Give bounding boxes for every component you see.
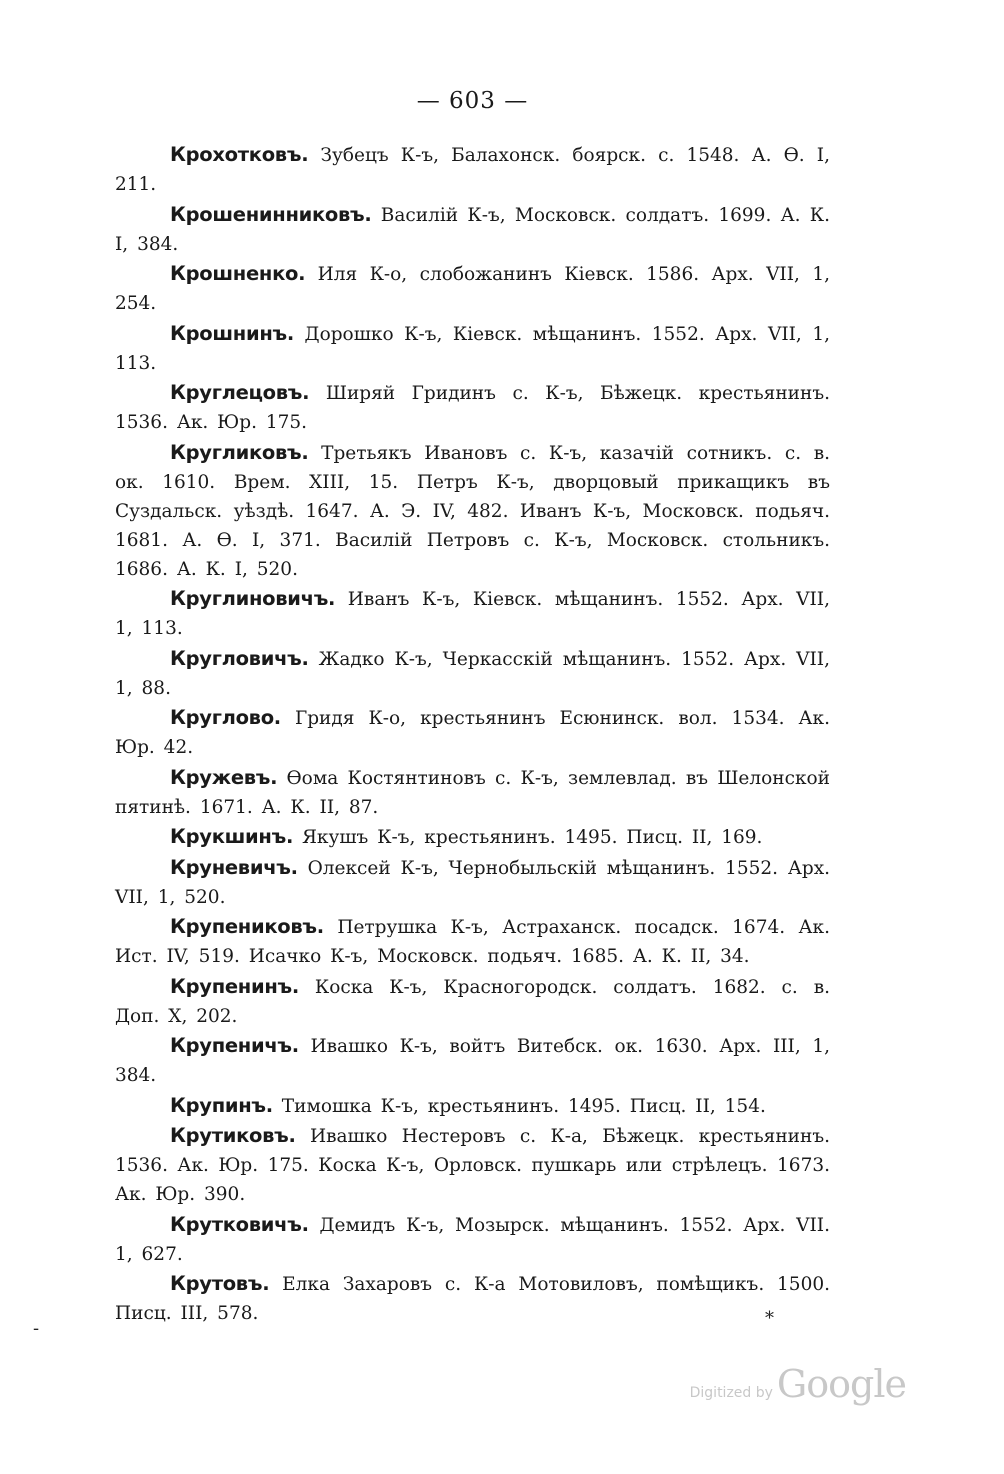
entry	[115, 200, 830, 259]
entry-surname: Крупинъ.	[170, 1093, 273, 1117]
watermark	[690, 1362, 906, 1406]
entry-surname: Крупениковъ.	[170, 915, 324, 938]
entry-surname: Кругловичъ.	[170, 646, 309, 670]
entry-surname: Крохотковъ.	[170, 143, 309, 166]
entry-surname: Круневичъ.	[170, 855, 298, 879]
entry-text: Ѳома Костянтиновъ с. К-ъ, землевлад. въ Шелонской пятинѣ. 1671. А. К. II, 87.	[115, 767, 830, 818]
entry-surname: Крошенинниковъ.	[170, 202, 372, 226]
entry-text: Зубецъ К-ъ, Балахонск. боярск. с. 1548. А. Ѳ. I, 211.	[115, 145, 830, 195]
print-speck: *	[765, 1308, 774, 1329]
entry-text: Третьякъ Ивановъ с. К-ъ, казачій сотникъ. с. в. ок. 1610. Врем. XIII, 15. Петръ К-ъ, дворцовый прикащикъ въ Суздальск. уѣздѣ. 1647. А. Э. IV, 482. Иванъ К-ъ, Московск. подьяч. 1681. А. Ѳ. I, 371. Василій Петровъ с. К-ъ, Московск. стольникъ. 1686. А. К. I, 520.	[115, 442, 830, 580]
entry-text: Олексей К-ъ, Чернобыльскій мѣщанинъ. 1552. Арх. VII, 1, 520.	[115, 857, 831, 908]
entry-text: Ширяй Гридинъ с. К-ъ, Бѣжецк. крестьянинъ. 1536. Ак. Юр. 175.	[115, 383, 830, 433]
entry-text: Петрушка К-ъ, Астраханск. посадск. 1674. Ак. Ист. IV, 519. Исачко К-ъ, Московск. подьяч. 1685. А. К. II, 34.	[115, 917, 830, 967]
entry-surname: Крутовъ.	[170, 1272, 270, 1295]
entry-text: Ивашко К-ъ, войтъ Витебск. ок. 1630. Арх. III, 1, 384.	[115, 1036, 830, 1086]
entry-surname: Крукшинъ.	[170, 825, 294, 848]
entry	[115, 972, 830, 1031]
page-number: — 603 —	[416, 88, 529, 114]
entry-surname: Круглово.	[170, 706, 281, 729]
entry-text: Демидъ К-ъ, Мозырск. мѣщанинъ. 1552. Арх. VII. 1, 627.	[115, 1214, 830, 1265]
entry	[115, 703, 830, 762]
entry-text: Гридя К-о, крестьянинъ Есюнинск. вол. 1534. Ак. Юр. 42.	[115, 708, 830, 758]
entry-text: Коска К-ъ, Красногородск. солдатъ. 1682. с. в. Доп. X, 202.	[115, 976, 830, 1027]
entry-surname: Круглецовъ.	[170, 381, 310, 404]
entry-text: Иванъ К-ъ, Кіевск. мѣщанинъ. 1552. Арх. VII, 1, 113.	[115, 589, 830, 639]
entry	[115, 378, 830, 437]
entry-text: Жадко К-ъ, Черкасскій мѣщанинъ. 1552. Арх. VII, 1, 88.	[115, 648, 830, 699]
entry	[115, 644, 830, 703]
entry-surname: Кругликовъ.	[170, 440, 309, 464]
dictionary-entries	[115, 140, 830, 1329]
entry-surname: Крутковичъ.	[170, 1212, 309, 1236]
entry	[115, 259, 830, 318]
entry-text: Ивашко Нестеровъ с. К-а, Бѣжецк. крестьянинъ. 1536. Ак. Юр. 175. Коска К-ъ, Орловск. пушкарь или стрѣлецъ. 1673. Ак. Юр. 390.	[115, 1126, 830, 1205]
entry-surname: Крошнинъ.	[170, 321, 294, 345]
entry-surname: Крошненко.	[170, 262, 306, 285]
entry-text: Елка Захаровъ с. К-а Мотовиловъ, помѣщикъ. 1500. Писц. III, 578.	[115, 1274, 831, 1324]
entry	[115, 438, 830, 584]
entry	[115, 912, 830, 971]
print-speck: -	[33, 1318, 40, 1339]
entry-text: Василій К-ъ, Московск. солдатъ. 1699. А. К. I, 384.	[115, 204, 830, 255]
entry	[115, 1269, 830, 1328]
entry	[115, 1210, 830, 1269]
entry-surname: Крупеничъ.	[170, 1034, 299, 1057]
entry-surname: Круглиновичъ.	[170, 587, 336, 610]
google-logo: Google	[776, 1362, 906, 1406]
watermark-prefix: Digitized by	[689, 1385, 773, 1401]
entry	[115, 140, 830, 199]
entry	[115, 1031, 830, 1090]
entry-text: Дорошко К-ъ, Кіевск. мѣщанинъ. 1552. Арх. VII, 1, 113.	[115, 323, 830, 374]
entry-text: Якушъ К-ъ, крестьянинъ. 1495. Писц. II, 169.	[301, 827, 763, 848]
entry-surname: Крутиковъ.	[170, 1124, 296, 1147]
entry-surname: Крупенинъ.	[170, 974, 299, 998]
entry	[115, 1091, 830, 1121]
entry-text: Иля К-о, слобожанинъ Кіевск. 1586. Арх. VII, 1, 254.	[115, 264, 830, 314]
entry	[115, 584, 830, 643]
entry	[115, 763, 830, 822]
entry	[115, 319, 830, 378]
entry	[115, 822, 830, 852]
entry-text: Тимошка К-ъ, крестьянинъ. 1495. Писц. II, 154.	[281, 1095, 766, 1117]
entry	[115, 1121, 830, 1209]
entry	[115, 853, 830, 912]
entry-surname: Кружевъ.	[170, 765, 278, 789]
